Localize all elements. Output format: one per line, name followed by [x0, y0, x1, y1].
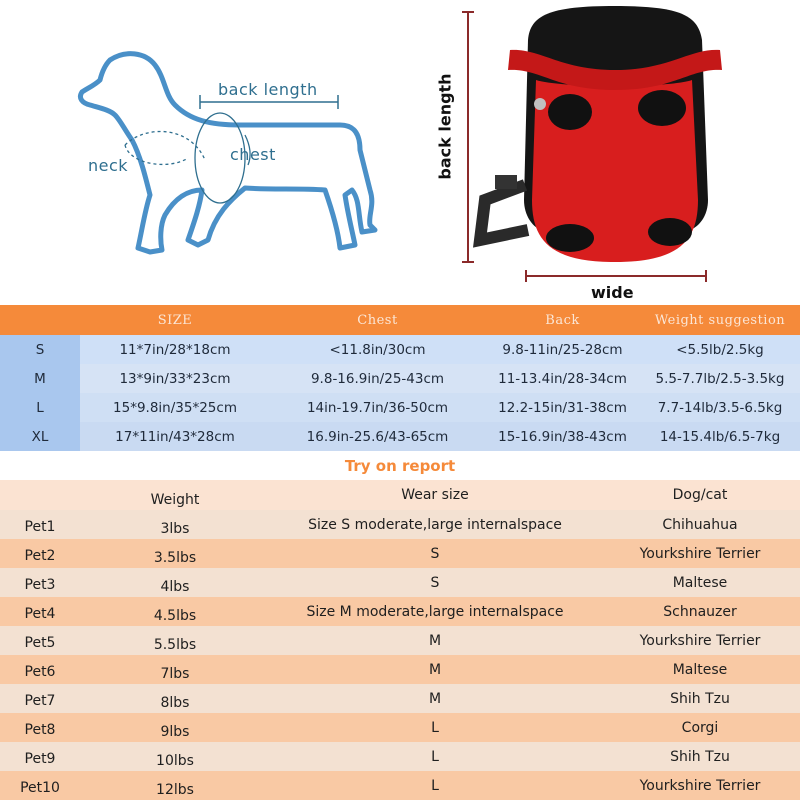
- dims-cell: 11*7in/28*18cm: [119, 341, 231, 358]
- dog-cat-cell: Shih Tzu: [670, 690, 730, 707]
- wear-size-cell: M: [428, 690, 442, 707]
- size-row: [0, 335, 800, 364]
- dims-cell: 15*9.8in/35*25cm: [113, 399, 237, 416]
- weight-cell: 12lbs: [156, 781, 194, 798]
- diagram-section: [0, 0, 800, 305]
- neck-label: neck: [88, 156, 129, 175]
- weight-cell: 9lbs: [160, 723, 190, 740]
- wear-size-cell: S: [430, 574, 440, 591]
- report-row: [0, 655, 800, 684]
- weight-cell: 4lbs: [160, 578, 190, 595]
- pet-cell: Pet7: [24, 692, 56, 709]
- pet-cell: Pet10: [20, 779, 60, 796]
- try-on-report-table: [0, 480, 800, 800]
- size-cell: S: [0, 335, 80, 364]
- dog-cat-cell: Maltese: [672, 661, 728, 678]
- dog-cat-cell: Yourkshire Terrier: [639, 632, 761, 649]
- pet-cell: Pet9: [24, 750, 56, 767]
- size-cell: XL: [0, 422, 80, 451]
- wear-size-cell: S: [430, 545, 440, 562]
- bag-wide-label: wide: [591, 283, 634, 302]
- dog-cat-cell: Schnauzer: [663, 603, 737, 620]
- weight-cell: 4.5lbs: [153, 607, 197, 624]
- size-cell: M: [0, 364, 80, 393]
- dog-cat-cell: Maltese: [672, 574, 728, 591]
- report-row: [0, 510, 800, 539]
- report-row: [0, 626, 800, 655]
- wear-size-cell: L: [431, 748, 439, 765]
- wear-size-cell: Size S moderate,large internalspace: [308, 516, 562, 533]
- weight-cell: 5.5-7.7lb/2.5-3.5kg: [655, 370, 785, 387]
- dog-cat-header: Dog/cat: [672, 487, 728, 503]
- pet-cell: Pet2: [24, 547, 56, 564]
- dog-cat-cell: Chihuahua: [662, 516, 738, 533]
- weight-suggestion-header: Weight suggestion: [654, 312, 786, 328]
- dog-cat-cell: Shih Tzu: [670, 748, 730, 765]
- pet-cell: Pet5: [24, 634, 56, 651]
- chest-cell: 14in-19.7in/36-50cm: [306, 399, 449, 416]
- size-cell: L: [0, 393, 80, 422]
- try-on-report-title: Try on report: [0, 452, 800, 480]
- pet-cell: Pet8: [24, 721, 56, 738]
- report-row: [0, 597, 800, 626]
- report-row: [0, 771, 800, 800]
- size-row: [0, 422, 800, 451]
- weight-cell: <5.5lb/2.5kg: [676, 341, 764, 358]
- report-row: [0, 742, 800, 771]
- pet-cell: Pet1: [24, 518, 56, 535]
- back-length-label: back length: [218, 80, 318, 99]
- chest-cell: 16.9in-25.6/43-65cm: [306, 428, 449, 445]
- report-row: [0, 684, 800, 713]
- chest-header: Chest: [357, 312, 398, 328]
- back-cell: 12.2-15in/31-38cm: [498, 399, 627, 416]
- wear-size-cell: L: [431, 777, 439, 794]
- wear-size-cell: Size M moderate,large internalspace: [306, 603, 564, 620]
- weight-cell: 5.5lbs: [153, 636, 197, 653]
- weight-cell: 3lbs: [160, 520, 190, 537]
- dims-cell: 17*11in/43*28cm: [115, 428, 235, 445]
- weight-cell: 8lbs: [160, 694, 190, 711]
- pet-carrier-image: [440, 0, 740, 305]
- back-cell: 15-16.9in/38-43cm: [498, 428, 627, 445]
- pet-cell: Pet4: [24, 605, 56, 622]
- dog-cat-cell: Corgi: [681, 719, 719, 736]
- report-row: [0, 539, 800, 568]
- bag-back-length-label: back length: [435, 73, 455, 180]
- dog-cat-cell: Yourkshire Terrier: [639, 545, 761, 562]
- pet-header: [0, 493, 80, 497]
- chest-label: chest: [230, 145, 276, 164]
- weight-cell: 3.5lbs: [153, 549, 197, 566]
- weight-cell: 10lbs: [156, 752, 194, 769]
- weight-cell: 7.7-14lb/3.5-6.5kg: [657, 399, 783, 416]
- pet-cell: Pet6: [24, 663, 56, 680]
- report-header-row: [0, 480, 800, 510]
- back-cell: 11-13.4in/28-34cm: [498, 370, 627, 387]
- size-header: SIZE: [157, 312, 193, 328]
- size-row: [0, 393, 800, 422]
- report-row: [0, 568, 800, 597]
- chest-cell: <11.8in/30cm: [329, 341, 426, 358]
- pet-cell: Pet3: [24, 576, 56, 593]
- weight-cell: 7lbs: [160, 665, 190, 682]
- wear-size-cell: L: [431, 719, 439, 736]
- wear-size-cell: M: [428, 661, 442, 678]
- weight-header: Weight: [150, 492, 200, 508]
- back-cell: 9.8-11in/25-28cm: [502, 341, 623, 358]
- size-table: [0, 305, 800, 451]
- chest-cell: 9.8-16.9in/25-43cm: [310, 370, 445, 387]
- size-row: [0, 364, 800, 393]
- weight-cell: 14-15.4lb/6.5-7kg: [659, 428, 781, 445]
- size-table-header: [0, 305, 800, 335]
- wear-size-cell: M: [428, 632, 442, 649]
- wear-size-header: Wear size: [401, 487, 469, 503]
- report-row: [0, 713, 800, 742]
- back-header: Back: [545, 312, 580, 328]
- dog-cat-cell: Yourkshire Terrier: [639, 777, 761, 794]
- dims-cell: 13*9in/33*23cm: [119, 370, 231, 387]
